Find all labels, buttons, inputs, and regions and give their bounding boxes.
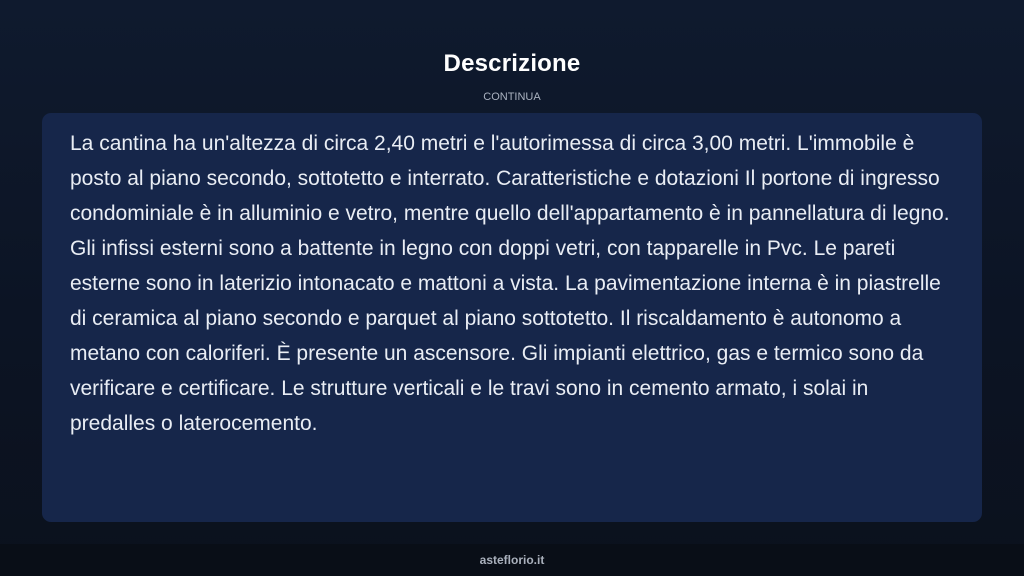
- description-card: [42, 113, 982, 522]
- description-text: La cantina ha un'altezza di circa 2,40 metri e l'autorimessa di circa 3,00 metri. L'immobile è posto al piano secondo, sottotetto e interrato. Caratteristiche e dotazioni Il portone di ingresso condominiale è in alluminio e vetro, mentre quello dell'appartamento è in pannellatura di legno. Gli infissi esterni sono a battente in legno con doppi vetri, con tapparelle in Pvc. Le pareti esterne sono in laterizio intonacato e mattoni a vista. La pavimentazione interna è in piastrelle di ceramica al piano secondo e parquet al piano sottotetto. Il riscaldamento è autonomo a metano con caloriferi. È presente un ascensore. Gli impianti elettrico, gas e termico sono da verificare e certificare. Le strutture verticali e le travi sono in cemento armato, i solai in predalles o laterocemento.: [70, 132, 950, 435]
- footer-site-name: asteflorio.it: [479, 553, 545, 567]
- continue-link[interactable]: CONTINUA: [483, 91, 541, 103]
- footer-bar: [0, 544, 1024, 576]
- page-title: Descrizione: [443, 50, 581, 77]
